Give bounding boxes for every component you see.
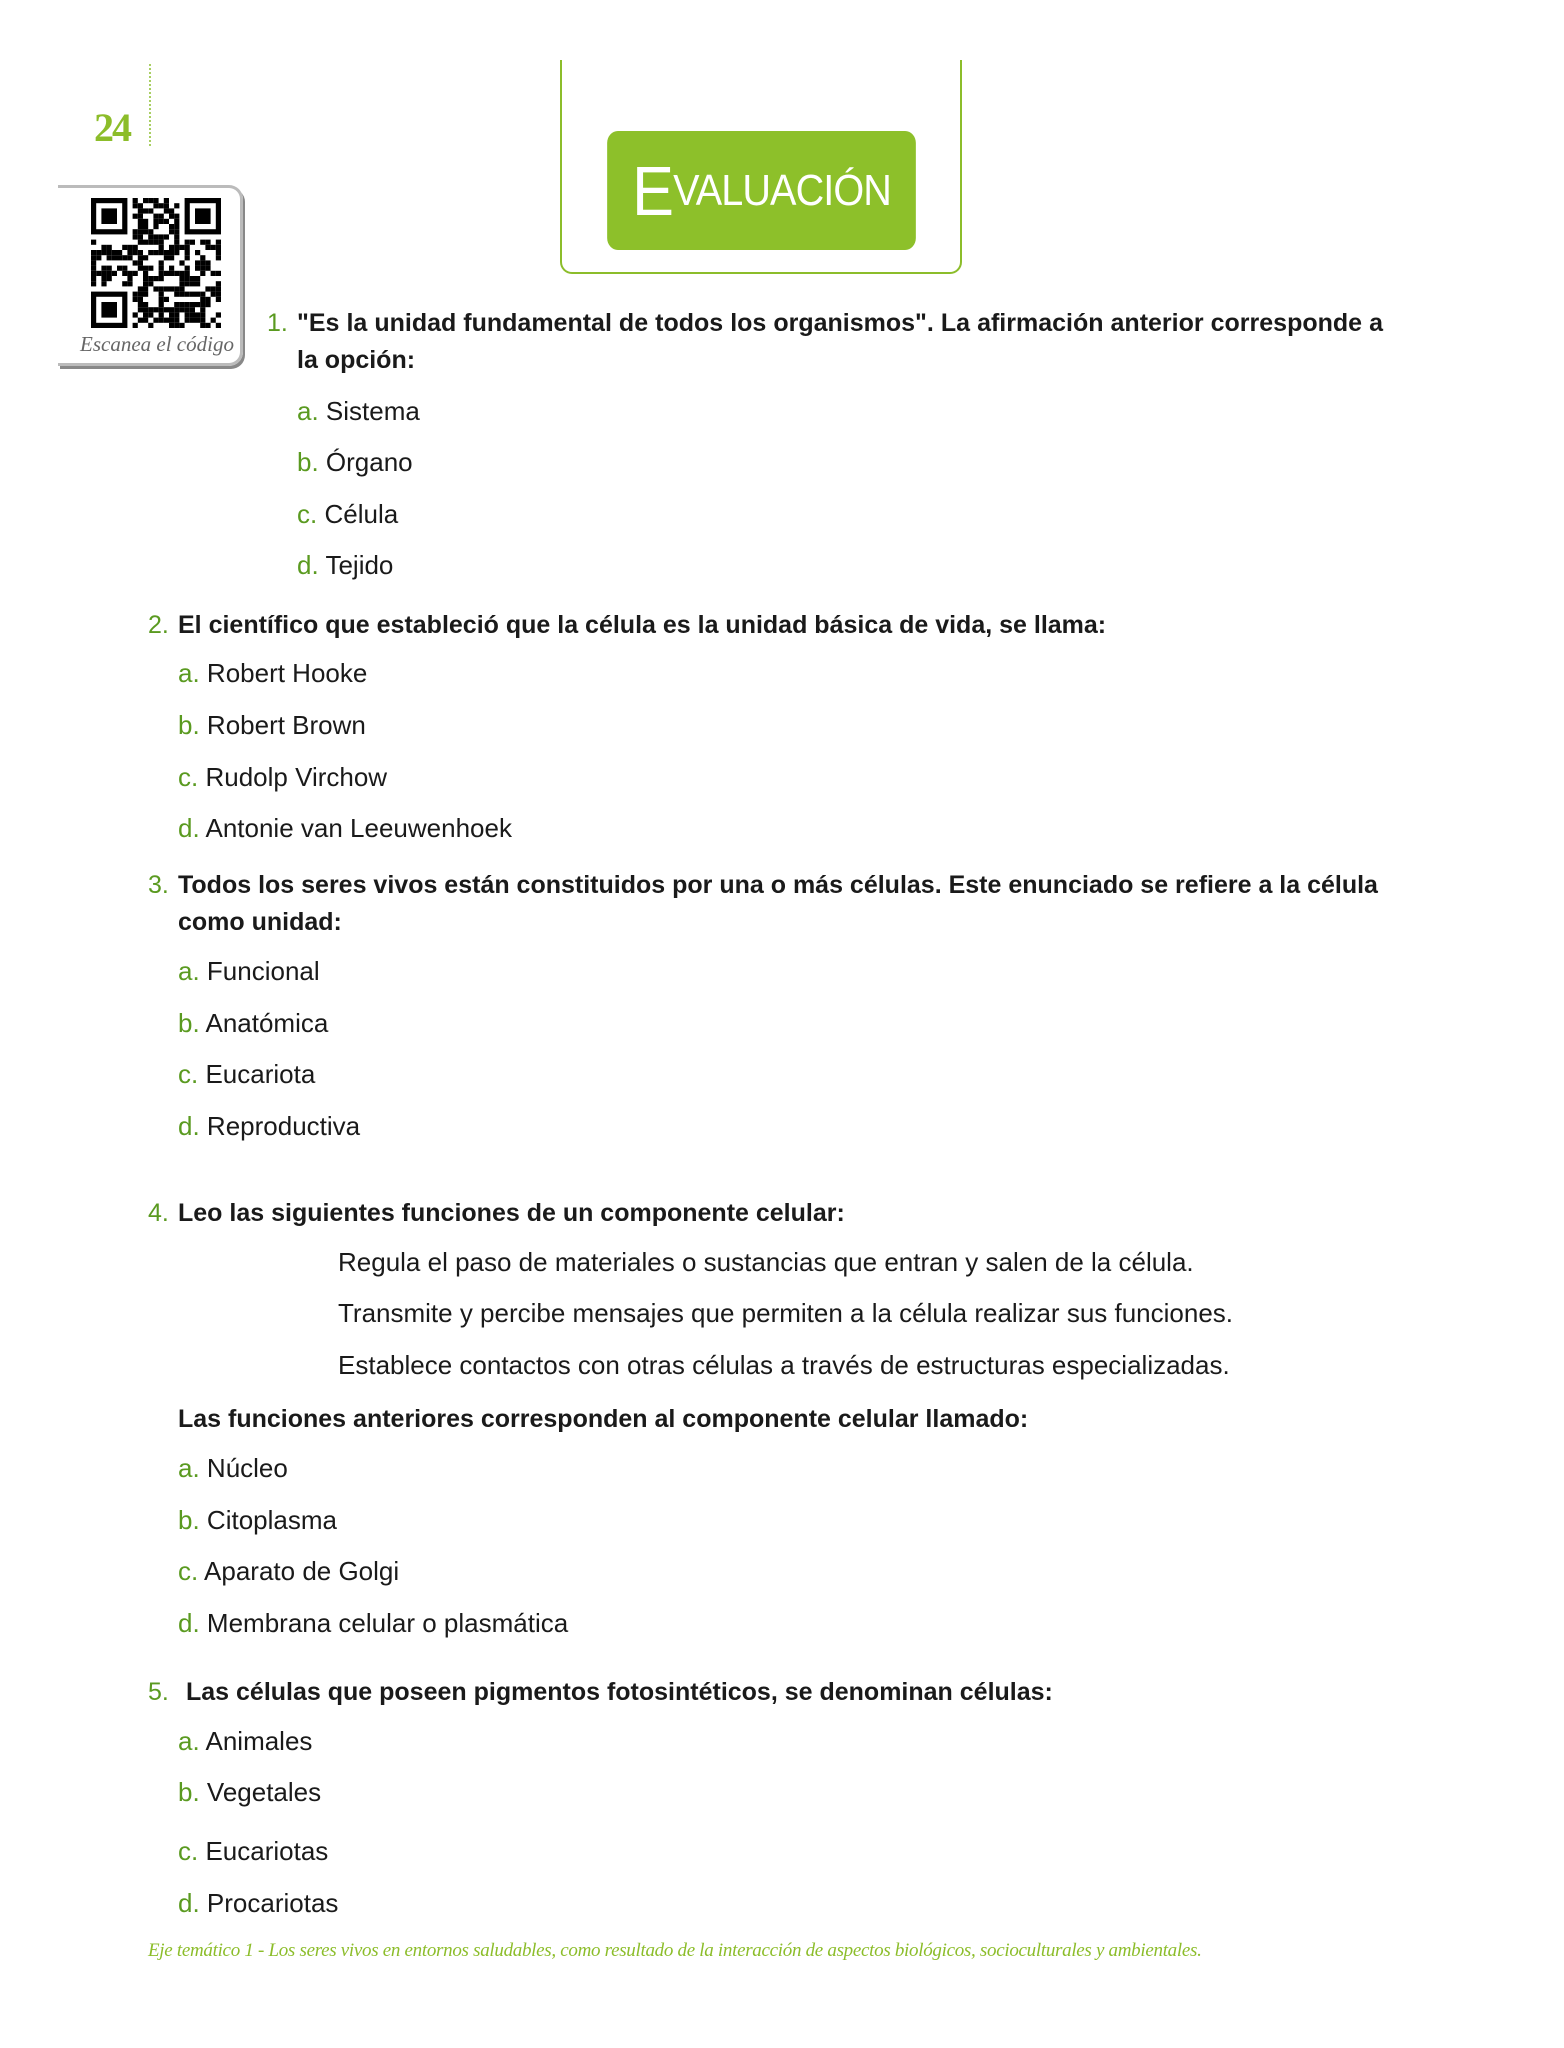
- answer-option[interactable]: [297, 499, 398, 530]
- option-text: Órgano: [325, 447, 413, 477]
- option-text: Sistema: [325, 396, 420, 426]
- page-title: [607, 131, 916, 250]
- option-text: Eucariotas: [205, 1836, 329, 1866]
- answer-option[interactable]: [178, 1556, 399, 1587]
- option-text: Membrana celular o plasmática: [206, 1608, 569, 1638]
- answer-option[interactable]: [178, 658, 367, 689]
- option-letter: d.: [178, 1111, 200, 1141]
- answer-option[interactable]: [297, 396, 420, 427]
- question-text: Las células que poseen pigmentos fotosintéticos, se denominan células:: [186, 1678, 1053, 1706]
- option-text: Anatómica: [205, 1008, 329, 1038]
- option-letter: c.: [178, 762, 199, 792]
- answer-option[interactable]: [178, 1008, 328, 1039]
- question-text: Leo las siguientes funciones de un componente celular:: [178, 1199, 845, 1227]
- question-number: 2.: [148, 611, 169, 639]
- answer-option[interactable]: [178, 1726, 312, 1757]
- option-text: Núcleo: [206, 1453, 288, 1483]
- option-text: Antonie van Leeuwenhoek: [205, 813, 512, 843]
- answer-option[interactable]: [178, 813, 512, 844]
- option-text: Célula: [324, 499, 399, 529]
- question-text: "Es la unidad fundamental de todos los organismos". La afirmación anterior corresponde a la opción:: [297, 309, 1383, 374]
- option-letter: c.: [178, 1556, 199, 1586]
- option-letter: a.: [297, 396, 319, 426]
- qr-caption: Escanea el código: [80, 332, 234, 356]
- option-letter: a.: [178, 658, 200, 688]
- answer-option[interactable]: [178, 1505, 337, 1536]
- function-line: Transmite y percibe mensajes que permiten a la célula realizar sus funciones.: [338, 1298, 1234, 1328]
- option-text: Procariotas: [206, 1888, 339, 1918]
- option-letter: b.: [178, 1777, 200, 1807]
- function-line: Establece contactos con otras células a través de estructuras especializadas.: [338, 1350, 1230, 1380]
- page-number-divider: [149, 64, 151, 146]
- option-letter: b.: [178, 1008, 200, 1038]
- option-letter: a.: [178, 1453, 200, 1483]
- option-letter: c.: [297, 499, 318, 529]
- option-letter: d.: [178, 1608, 200, 1638]
- option-text: Eucariota: [205, 1059, 316, 1089]
- answer-option[interactable]: [297, 447, 413, 478]
- answer-option[interactable]: [178, 1888, 338, 1919]
- question-text: Todos los seres vivos están constituidos por una o más células. Este enunciado se refiere a la célula como unidad:: [178, 871, 1378, 936]
- answer-option[interactable]: [178, 1777, 321, 1808]
- option-letter: b.: [178, 710, 200, 740]
- option-letter: b.: [178, 1505, 200, 1535]
- answer-option[interactable]: [178, 1836, 328, 1867]
- title-initial: E: [632, 151, 674, 230]
- answer-option[interactable]: [178, 762, 387, 793]
- answer-option[interactable]: [178, 1111, 360, 1142]
- option-letter: d.: [297, 550, 319, 580]
- option-letter: c.: [178, 1836, 199, 1866]
- answer-option[interactable]: [178, 1453, 288, 1484]
- answer-option[interactable]: [178, 1059, 315, 1090]
- option-text: Tejido: [325, 550, 394, 580]
- question-text: El científico que estableció que la célula es la unidad básica de vida, se llama:: [178, 611, 1107, 639]
- function-line: Regula el paso de materiales o sustancias que entran y salen de la célula.: [338, 1247, 1194, 1277]
- answer-option[interactable]: [178, 710, 366, 741]
- question-number: 1.: [267, 309, 288, 337]
- option-text: Reproductiva: [206, 1111, 361, 1141]
- option-text: Citoplasma: [206, 1505, 337, 1535]
- qr-code-icon: [91, 198, 221, 328]
- option-text: Rudolp Virchow: [205, 762, 388, 792]
- option-text: Robert Brown: [206, 710, 366, 740]
- option-text: Robert Hooke: [206, 658, 368, 688]
- option-letter: a.: [178, 956, 200, 986]
- option-text: Animales: [205, 1726, 313, 1756]
- answer-option[interactable]: [178, 956, 320, 987]
- question-number: 3.: [148, 871, 169, 899]
- option-letter: c.: [178, 1059, 199, 1089]
- option-letter: d.: [178, 1888, 200, 1918]
- question-number: 5.: [148, 1678, 169, 1706]
- page-number: 24: [94, 105, 130, 150]
- option-text: Funcional: [206, 956, 320, 986]
- option-letter: a.: [178, 1726, 200, 1756]
- question-number: 4.: [148, 1199, 169, 1227]
- option-text: Vegetales: [206, 1777, 322, 1807]
- option-text: Aparato de Golgi: [204, 1556, 400, 1586]
- question-text-2: Las funciones anteriores corresponden al componente celular llamado:: [178, 1405, 1029, 1433]
- answer-option[interactable]: [178, 1608, 568, 1639]
- footer-text: Eje temático 1 - Los seres vivos en entornos saludables, como resultado de la interacción de aspectos biológicos, socioculturales y ambientales.: [148, 1940, 1202, 1961]
- option-letter: b.: [297, 447, 319, 477]
- option-letter: d.: [178, 813, 200, 843]
- answer-option[interactable]: [297, 550, 393, 581]
- title-rest: VALUACIÓN: [673, 165, 891, 215]
